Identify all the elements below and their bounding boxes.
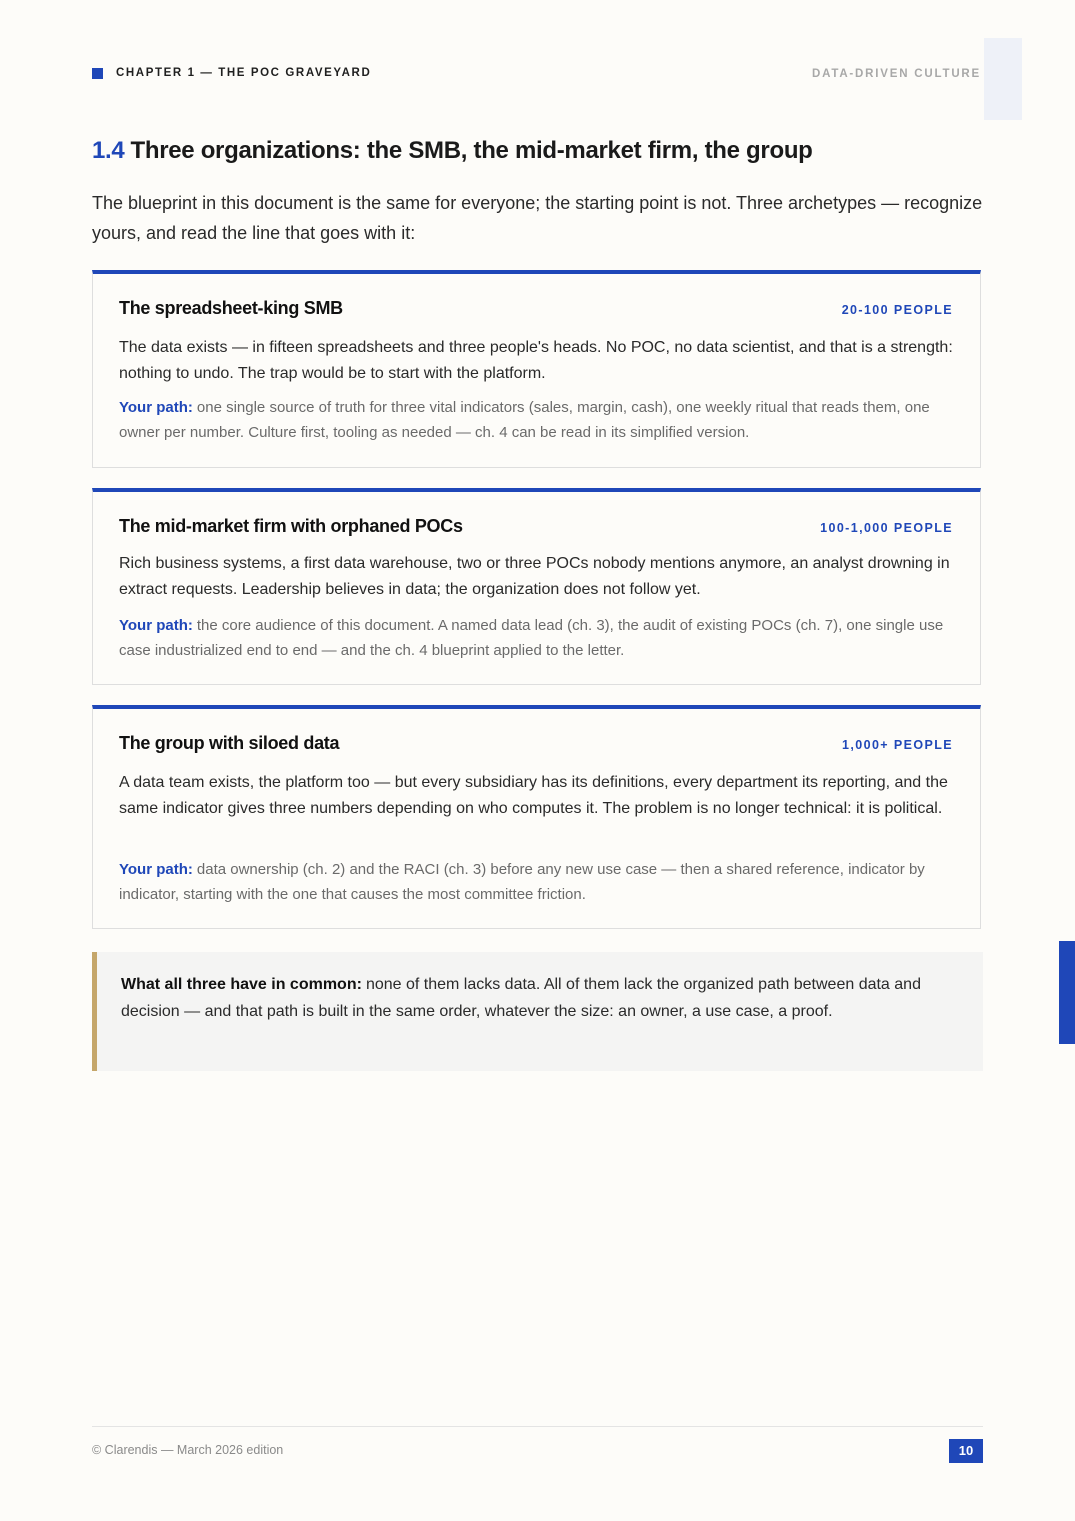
- archetype-card-smb: [92, 270, 981, 468]
- card-description: A data team exists, the platform too — but every subsidiary has its definitions, every department its reporting, and the same indicator gives three numbers depending on who computes it. The problem is no longer technical: it is political.: [119, 774, 948, 817]
- running-header-right: DATA-DRIVEN CULTURE: [812, 68, 981, 80]
- common-ground-callout: [92, 952, 983, 1071]
- side-thumb-tab: [1059, 941, 1075, 1044]
- intro-paragraph: The blueprint in this document is the same for everyone; the starting point is not. Three archetypes — recognize yours, and read the line that goes with it:: [92, 193, 983, 243]
- footer-divider: [92, 1426, 983, 1427]
- callout-lead: What all three have in common:: [121, 976, 362, 993]
- card-title: The mid-market firm with orphaned POCs: [119, 516, 463, 536]
- size-badge: 20-100 PEOPLE: [841, 303, 953, 317]
- path-label: Your path:: [119, 617, 193, 634]
- footer-copyright: © Clarendis — March 2026 edition: [92, 1443, 284, 1457]
- section-number: 1.4: [92, 137, 125, 164]
- card-description: Rich business systems, a first data warehouse, two or three POCs nobody mentions anymore, an analyst drowning in extract requests. Leadership believes in data; the organization does not follow yet.: [119, 555, 950, 598]
- chapter-number-watermark: [984, 38, 1022, 120]
- path-text: one single source of truth for three vital indicators (sales, margin, cash), one weekly ritual that reads them, one owner per number. Culture first, tooling as needed — ch. 4 can be read in its simplified version.: [119, 399, 930, 441]
- chapter-label: CHAPTER 1 — THE POC GRAVEYARD: [116, 67, 372, 79]
- chapter-marker-square: [92, 68, 103, 79]
- size-badge: 1,000+ PEOPLE: [842, 738, 953, 752]
- card-path: [119, 857, 959, 907]
- card-path: [119, 613, 959, 663]
- callout-text: [121, 972, 941, 1025]
- path-label: Your path:: [119, 399, 193, 416]
- card-description: The data exists — in fifteen spreadsheets and three people's heads. No POC, no data scientist, and that is a strength: nothing to undo. The trap would be to start with the platform.: [119, 339, 953, 382]
- path-label: Your path:: [119, 861, 193, 878]
- card-path: [119, 395, 959, 445]
- card-title: The group with siloed data: [119, 733, 340, 753]
- page-number: 10: [949, 1439, 983, 1463]
- path-text: data ownership (ch. 2) and the RACI (ch. 3) before any new use case — then a shared reference, indicator by indicator, starting with the one that causes the most committee friction.: [119, 861, 925, 903]
- running-header-left: [92, 67, 371, 79]
- callout-body: none of them lacks data. All of them lack the organized path between data and decision — and that path is built in the same order, whatever the size: an owner, a use case, a proof.: [121, 976, 921, 1020]
- archetype-card-group: [92, 705, 981, 929]
- path-text: the core audience of this document. A named data lead (ch. 3), the audit of existing POCs (ch. 7), one single use case industrialized end to end — and the ch. 4 blueprint applied to the letter.: [119, 617, 944, 659]
- archetype-card-mid-market: [92, 488, 981, 685]
- section-heading: [92, 137, 813, 165]
- section-title: Three organizations: the SMB, the mid-market firm, the group: [130, 137, 813, 164]
- card-title: The spreadsheet-king SMB: [119, 298, 343, 318]
- size-badge: 100-1,000 PEOPLE: [820, 521, 953, 535]
